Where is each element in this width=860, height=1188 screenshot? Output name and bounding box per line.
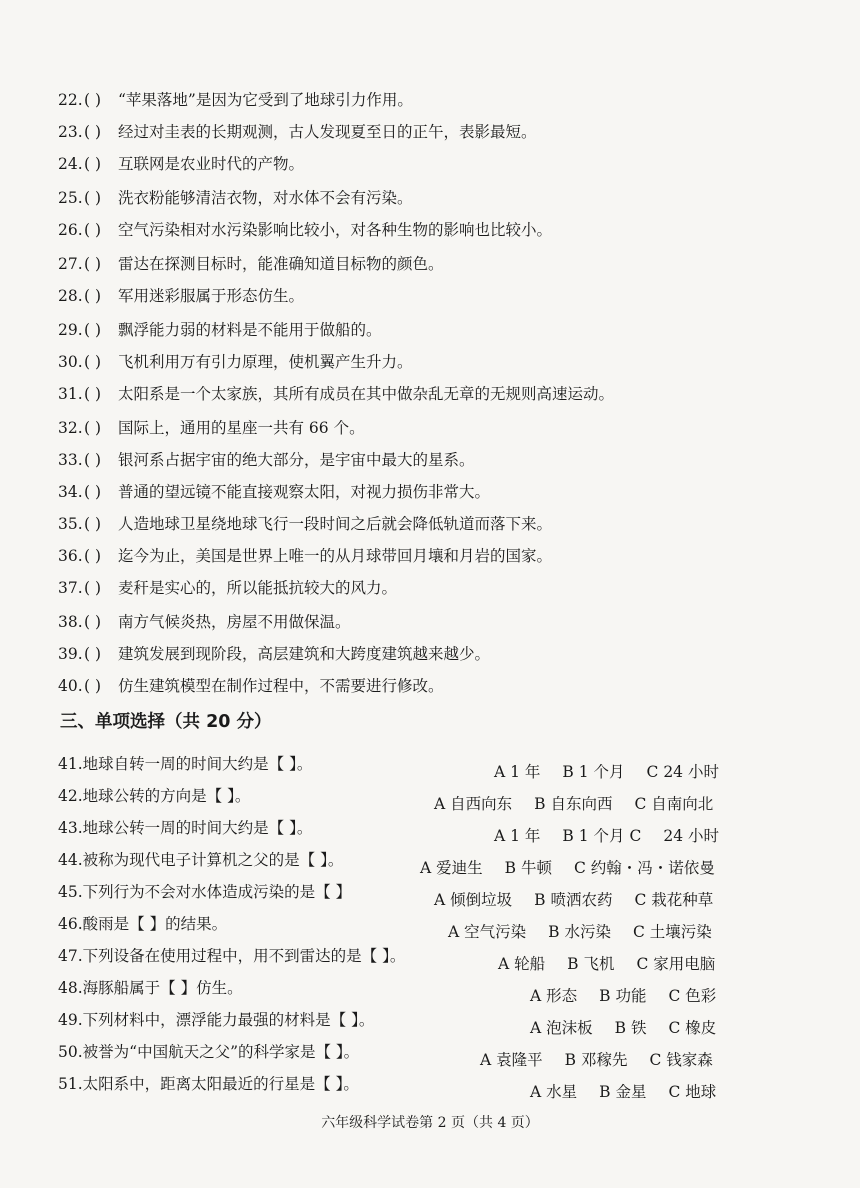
question-number: 34. bbox=[58, 483, 83, 501]
question-number: 26. bbox=[58, 221, 83, 239]
question-number: 44. bbox=[58, 851, 83, 869]
answer-blank: ( ) bbox=[84, 645, 102, 663]
true-false-item bbox=[58, 88, 413, 110]
question-number: 45. bbox=[58, 883, 83, 901]
question-number: 32. bbox=[58, 419, 83, 437]
choice-question bbox=[58, 1072, 359, 1094]
option-b: B 金星 bbox=[599, 1083, 647, 1101]
choice-question bbox=[58, 976, 243, 998]
option-c: C 钱家森 bbox=[649, 1051, 713, 1069]
option-b: B 水污染 bbox=[548, 923, 611, 941]
choice-question bbox=[58, 848, 343, 870]
choice-question bbox=[58, 816, 312, 838]
option-b: B 邓稼先 bbox=[564, 1051, 628, 1069]
option-a: A 形态 bbox=[530, 987, 578, 1005]
answer-blank: ( ) bbox=[84, 483, 102, 501]
choice-question bbox=[58, 944, 405, 966]
option-b: B 牛顿 bbox=[504, 859, 552, 877]
option-a: A 袁隆平 bbox=[480, 1051, 543, 1069]
question-text: 银河系占据宇宙的绝大部分，是宇宙中最大的星系。 bbox=[118, 451, 475, 469]
option-a: A 自西向东 bbox=[434, 795, 513, 813]
question-text: 洗衣粉能够清洁衣物，对水体不会有污染。 bbox=[118, 189, 413, 207]
option-group bbox=[434, 792, 713, 814]
question-number: 50. bbox=[58, 1043, 83, 1061]
question-number: 37. bbox=[58, 579, 83, 597]
choice-question bbox=[58, 1040, 359, 1062]
question-number: 24. bbox=[58, 155, 83, 173]
option-b: B 飞机 bbox=[567, 955, 615, 973]
option-group bbox=[420, 856, 715, 878]
option-a: A 水星 bbox=[530, 1083, 578, 1101]
question-text: 地球自转一周的时间大约是【 】。 bbox=[82, 755, 313, 773]
true-false-item bbox=[58, 252, 444, 274]
true-false-item bbox=[58, 512, 552, 534]
option-group bbox=[434, 888, 713, 910]
question-text: 飞机利用万有引力原理，使机翼产生升力。 bbox=[118, 353, 413, 371]
section-title: 三、单项选择（共 20 分） bbox=[60, 712, 272, 732]
answer-blank: ( ) bbox=[84, 613, 102, 631]
page-footer: 六年级科学试卷第 2 页（共 4 页） bbox=[321, 1115, 539, 1131]
question-text: 军用迷彩服属于形态仿生。 bbox=[118, 287, 305, 305]
option-b: B 1 个月 C bbox=[562, 827, 642, 845]
question-text: 互联网是农业时代的产物。 bbox=[118, 155, 305, 173]
true-false-item bbox=[58, 152, 304, 174]
question-text: 空气污染相对水污染影响比较小，对各种生物的影响也比较小。 bbox=[118, 221, 553, 239]
question-number: 49. bbox=[58, 1011, 83, 1029]
true-false-item bbox=[58, 674, 444, 696]
question-text: 南方气候炎热，房屋不用做保温。 bbox=[118, 613, 351, 631]
question-text: 下列行为不会对水体造成污染的是【 】 bbox=[82, 883, 352, 901]
question-text: 麦秆是实心的，所以能抵抗较大的风力。 bbox=[118, 579, 398, 597]
question-text: 海豚船属于【 】仿生。 bbox=[82, 979, 243, 997]
true-false-item bbox=[58, 186, 413, 208]
true-false-item bbox=[58, 642, 490, 664]
choice-question bbox=[58, 784, 250, 806]
answer-blank: ( ) bbox=[84, 419, 102, 437]
question-text: 经过对圭表的长期观测，古人发现夏至日的正午，表影最短。 bbox=[118, 123, 537, 141]
question-text: 酸雨是【 】的结果。 bbox=[82, 915, 228, 933]
choice-question bbox=[58, 880, 351, 902]
question-number: 35. bbox=[58, 515, 83, 533]
option-a: A 倾倒垃圾 bbox=[434, 891, 513, 909]
option-c: C 约翰・冯・诺依曼 bbox=[573, 859, 715, 877]
answer-blank: ( ) bbox=[84, 579, 102, 597]
question-number: 40. bbox=[58, 677, 83, 695]
question-number: 42. bbox=[58, 787, 83, 805]
question-text: 迄今为止，美国是世界上唯一的从月球带回月壤和月岩的国家。 bbox=[118, 547, 553, 565]
question-text: 被称为现代电子计算机之父的是【 】。 bbox=[82, 851, 344, 869]
question-number: 25. bbox=[58, 189, 83, 207]
true-false-item bbox=[58, 576, 397, 598]
option-a: A 爱迪生 bbox=[420, 859, 483, 877]
true-false-item bbox=[58, 544, 552, 566]
true-false-item bbox=[58, 382, 614, 404]
question-number: 48. bbox=[58, 979, 83, 997]
question-number: 43. bbox=[58, 819, 83, 837]
question-text: 人造地球卫星绕地球飞行一段时间之后就会降低轨道而落下来。 bbox=[118, 515, 553, 533]
option-a: A 轮船 bbox=[498, 955, 546, 973]
option-c: C 橡皮 bbox=[668, 1019, 717, 1037]
question-number: 29. bbox=[58, 321, 83, 339]
question-number: 27. bbox=[58, 255, 83, 273]
question-number: 23. bbox=[58, 123, 83, 141]
answer-blank: ( ) bbox=[84, 321, 102, 339]
question-number: 30. bbox=[58, 353, 83, 371]
option-group bbox=[530, 1080, 716, 1102]
question-number: 28. bbox=[58, 287, 83, 305]
question-number: 38. bbox=[58, 613, 83, 631]
question-text: 地球公转的方向是【 】。 bbox=[82, 787, 251, 805]
option-c: C 家用电脑 bbox=[636, 955, 716, 973]
option-c: C 24 小时 bbox=[646, 763, 719, 781]
question-number: 33. bbox=[58, 451, 83, 469]
choice-question bbox=[58, 752, 312, 774]
true-false-item bbox=[58, 448, 475, 470]
true-false-item bbox=[58, 416, 365, 438]
question-text: 国际上，通用的星座一共有 66 个。 bbox=[118, 419, 365, 437]
question-number: 36. bbox=[58, 547, 83, 565]
answer-blank: ( ) bbox=[84, 123, 102, 141]
answer-blank: ( ) bbox=[84, 451, 102, 469]
option-b: B 1 个月 bbox=[562, 763, 625, 781]
option-group bbox=[494, 824, 719, 846]
option-b: B 功能 bbox=[599, 987, 647, 1005]
option-group bbox=[530, 1016, 716, 1038]
option-c: C 栽花种草 bbox=[634, 891, 714, 909]
option-b: B 喷洒农药 bbox=[534, 891, 613, 909]
option-c: 24 小时 bbox=[663, 827, 719, 845]
question-text: 下列设备在使用过程中，用不到雷达的是【 】。 bbox=[82, 947, 406, 965]
question-number: 22. bbox=[58, 91, 83, 109]
question-number: 51. bbox=[58, 1075, 83, 1093]
option-c: C 地球 bbox=[668, 1083, 717, 1101]
option-c: C 自南向北 bbox=[634, 795, 714, 813]
option-c: C 土壤污染 bbox=[632, 923, 712, 941]
question-text: 被誉为“中国航天之父”的科学家是【 】。 bbox=[82, 1043, 360, 1061]
option-group bbox=[448, 920, 712, 942]
true-false-item bbox=[58, 318, 382, 340]
option-a: A 1 年 bbox=[494, 827, 541, 845]
question-number: 47. bbox=[58, 947, 83, 965]
question-text: 仿生建筑模型在制作过程中，不需要进行修改。 bbox=[118, 677, 444, 695]
option-c: C 色彩 bbox=[668, 987, 717, 1005]
question-text: “苹果落地”是因为它受到了地球引力作用。 bbox=[118, 91, 413, 109]
true-false-item bbox=[58, 120, 537, 142]
question-text: 太阳系是一个太家族，其所有成员在其中做杂乱无章的无规则高速运动。 bbox=[118, 385, 615, 403]
answer-blank: ( ) bbox=[84, 189, 102, 207]
choice-question bbox=[58, 1008, 374, 1030]
option-a: A 1 年 bbox=[494, 763, 541, 781]
option-group bbox=[480, 1048, 713, 1070]
question-text: 地球公转一周的时间大约是【 】。 bbox=[82, 819, 313, 837]
question-number: 41. bbox=[58, 755, 83, 773]
option-group bbox=[498, 952, 715, 974]
option-a: A 泡沫板 bbox=[530, 1019, 593, 1037]
answer-blank: ( ) bbox=[84, 547, 102, 565]
question-text: 建筑发展到现阶段，高层建筑和大跨度建筑越来越少。 bbox=[118, 645, 491, 663]
question-text: 太阳系中，距离太阳最近的行星是【 】。 bbox=[82, 1075, 359, 1093]
option-group bbox=[530, 984, 716, 1006]
option-group bbox=[494, 760, 719, 782]
answer-blank: ( ) bbox=[84, 155, 102, 173]
choice-question bbox=[58, 912, 227, 934]
answer-blank: ( ) bbox=[84, 287, 102, 305]
answer-blank: ( ) bbox=[84, 255, 102, 273]
question-text: 下列材料中，漂浮能力最强的材料是【 】。 bbox=[82, 1011, 375, 1029]
answer-blank: ( ) bbox=[84, 91, 102, 109]
option-b: B 铁 bbox=[614, 1019, 647, 1037]
option-b: B 自东向西 bbox=[534, 795, 613, 813]
true-false-item bbox=[58, 350, 413, 372]
question-text: 雷达在探测目标时，能准确知道目标物的颜色。 bbox=[118, 255, 444, 273]
true-false-item bbox=[58, 610, 351, 632]
question-text: 飘浮能力弱的材料是不能用于做船的。 bbox=[118, 321, 382, 339]
question-number: 46. bbox=[58, 915, 83, 933]
answer-blank: ( ) bbox=[84, 385, 102, 403]
question-number: 39. bbox=[58, 645, 83, 663]
answer-blank: ( ) bbox=[84, 353, 102, 371]
option-a: A 空气污染 bbox=[448, 923, 527, 941]
answer-blank: ( ) bbox=[84, 515, 102, 533]
question-number: 31. bbox=[58, 385, 83, 403]
answer-blank: ( ) bbox=[84, 677, 102, 695]
answer-blank: ( ) bbox=[84, 221, 102, 239]
question-text: 普通的望远镜不能直接观察太阳，对视力损伤非常大。 bbox=[118, 483, 491, 501]
true-false-item bbox=[58, 480, 490, 502]
true-false-item bbox=[58, 284, 304, 306]
true-false-item bbox=[58, 218, 552, 240]
